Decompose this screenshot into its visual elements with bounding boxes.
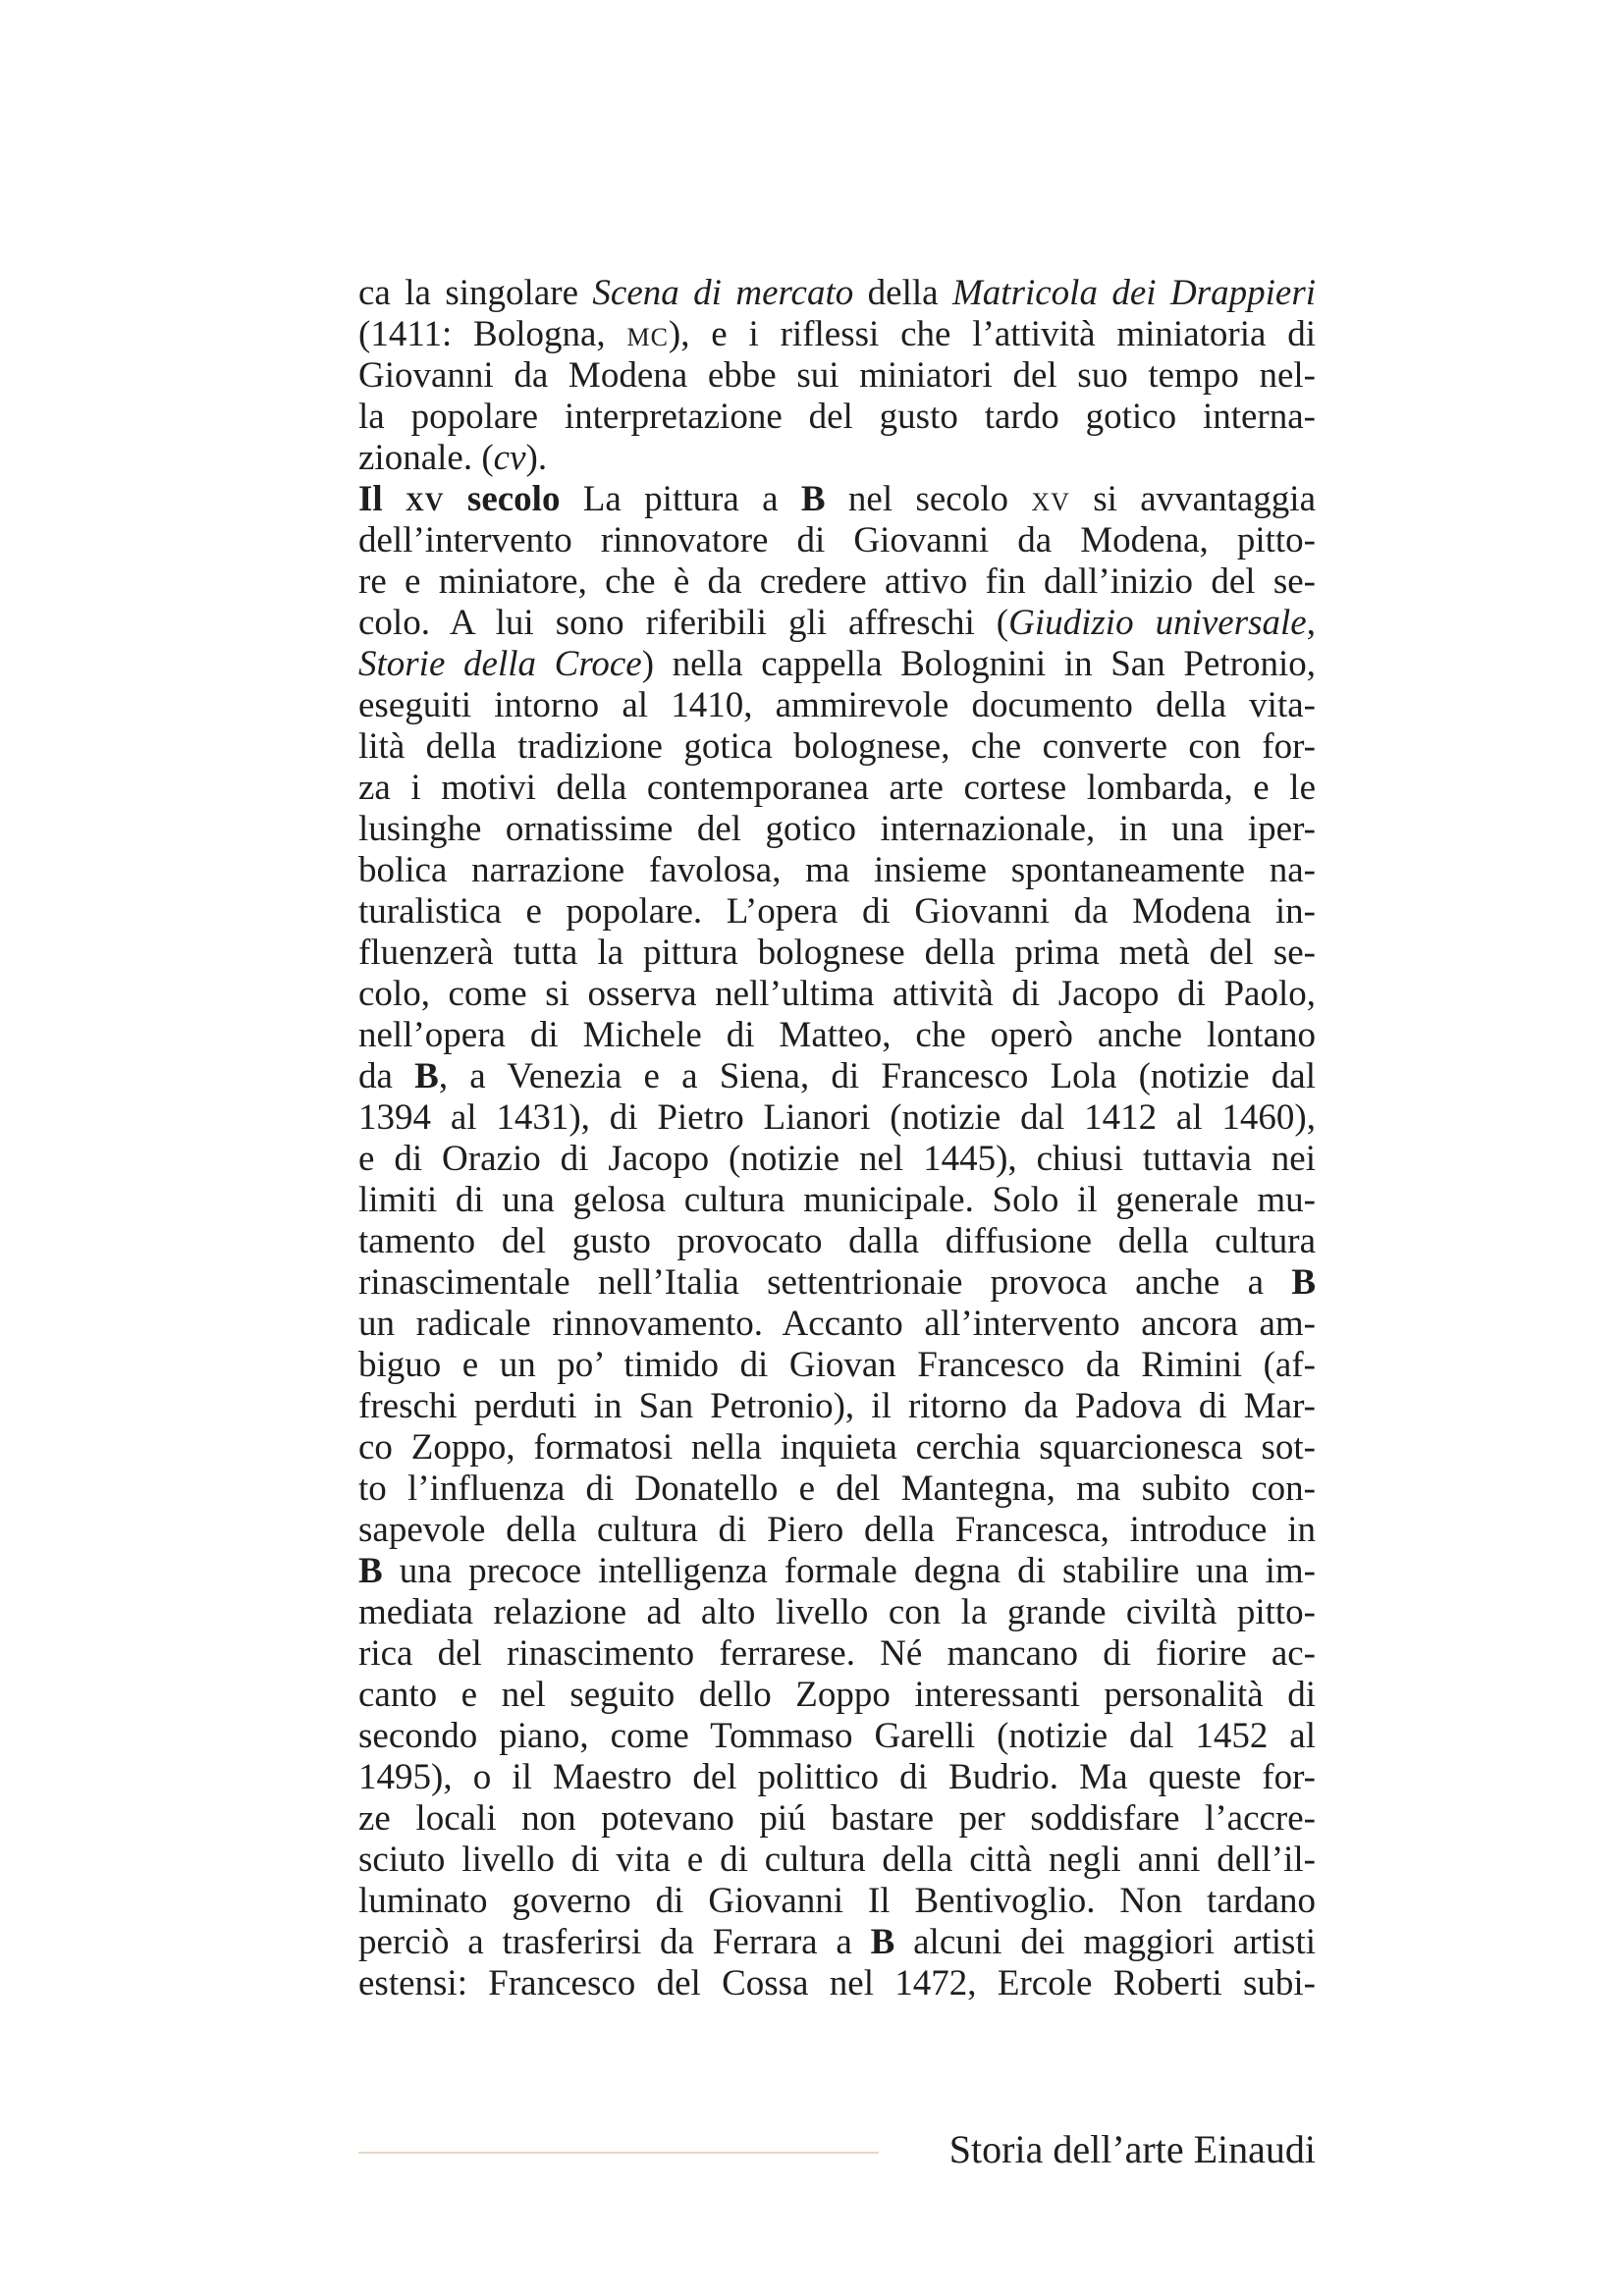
text-line-38: ze locali non potevano piú bastare per soddisfare l’accre- bbox=[358, 1798, 1316, 1839]
text-line-18: colo, come si osserva nell’ultima attività di Jacopo di Paolo, bbox=[358, 974, 1316, 1014]
text-line-2 bbox=[358, 314, 1316, 355]
text-run: zionale. ( bbox=[358, 438, 494, 478]
abbreviation-mc: mc bbox=[626, 314, 669, 354]
text-run: La pittura a bbox=[560, 479, 801, 519]
text-line-12: lità della tradizione gotica bolognese, che converte con for- bbox=[358, 726, 1316, 767]
text-line-14: lusinghe ornatissime del gotico internazionale, in una iper- bbox=[358, 809, 1316, 849]
text-line-29: co Zoppo, formatosi nella inquieta cerchia squarcionesca sot- bbox=[358, 1427, 1316, 1468]
text-run: perciò a trasferirsi da Ferrara a bbox=[358, 1922, 871, 1962]
text-line-23: limiti di una gelosa cultura municipale. Solo il generale mu- bbox=[358, 1180, 1316, 1220]
city-abbreviation: B bbox=[414, 1056, 439, 1096]
text-line-11: eseguiti intorno al 1410, ammirevole documento della vita- bbox=[358, 685, 1316, 725]
text-line-8: re e miniatore, che è da credere attivo fin dall’inizio del se- bbox=[358, 561, 1316, 602]
text-line-31: sapevole della cultura di Piero della Francesca, introduce in bbox=[358, 1510, 1316, 1550]
text-run: una precoce intelligenza formale degna di stabilire una im- bbox=[382, 1551, 1316, 1591]
text-run: , a Venezia e a Siena, di Francesco Lola (notizie dal bbox=[438, 1056, 1316, 1096]
heading-run: Il bbox=[358, 479, 406, 519]
footer-title: Storia dell’arte Einaudi bbox=[948, 2127, 1316, 2171]
footer-divider bbox=[358, 2152, 879, 2154]
text-line-16: turalistica e popolare. L’opera di Giovanni da Modena in- bbox=[358, 891, 1316, 932]
heading-roman-numeral: xv bbox=[406, 479, 445, 519]
text-line-19: nell’opera di Michele di Matteo, che operò anche lontano bbox=[358, 1015, 1316, 1055]
text-line-5 bbox=[358, 438, 1316, 479]
text-line-6 bbox=[358, 479, 1316, 520]
italic-title-storie: Storie della Croce bbox=[358, 644, 642, 684]
text-line-25 bbox=[358, 1262, 1316, 1304]
text-run: rinascimentale nell’Italia settentrionaie provoca anche a bbox=[358, 1262, 1292, 1303]
roman-numeral: xv bbox=[1031, 479, 1070, 519]
text-run: ca la singolare bbox=[358, 273, 593, 313]
text-line-37: 1495), o il Maestro del polittico di Budrio. Ma queste for- bbox=[358, 1757, 1316, 1797]
italic-title-scena-di-mercato: Scena di mercato bbox=[592, 273, 854, 313]
text-line-34: rica del rinascimento ferrarese. Né mancano di fiorire ac- bbox=[358, 1633, 1316, 1674]
body-text bbox=[358, 273, 1316, 2004]
text-line-1 bbox=[358, 273, 1316, 314]
text-run: ), e i riflessi che l’attività miniatoria di bbox=[668, 314, 1316, 354]
text-line-15: bolica narrazione favolosa, ma insieme spontaneamente na- bbox=[358, 850, 1316, 890]
section-heading bbox=[358, 479, 560, 519]
text-line-24: tamento del gusto provocato dalla diffusione della cultura bbox=[358, 1221, 1316, 1261]
text-line-28: freschi perduti in San Petronio), il ritorno da Padova di Mar- bbox=[358, 1386, 1316, 1426]
text-line-4: la popolare interpretazione del gusto tardo gotico interna- bbox=[358, 397, 1316, 437]
city-abbreviation: B bbox=[358, 1551, 383, 1591]
text-line-22: e di Orazio di Jacopo (notizie nel 1445), chiusi tuttavia nei bbox=[358, 1139, 1316, 1179]
text-line-21: 1394 al 1431), di Pietro Lianori (notizie dal 1412 al 1460), bbox=[358, 1097, 1316, 1138]
text-line-35: canto e nel seguito dello Zoppo interessanti personalità di bbox=[358, 1675, 1316, 1715]
text-line-17: fluenzerà tutta la pittura bolognese della prima metà del se- bbox=[358, 933, 1316, 973]
text-run: alcuni dei maggiori artisti bbox=[894, 1922, 1317, 1962]
text-line-36: secondo piano, come Tommaso Garelli (notizie dal 1452 al bbox=[358, 1716, 1316, 1756]
text-line-33: mediata relazione ad alto livello con la grande civiltà pitto- bbox=[358, 1592, 1316, 1632]
text-run: colo. A lui sono riferibili gli affreschi ( bbox=[358, 603, 1009, 643]
text-line-26: un radicale rinnovamento. Accanto all’intervento ancora am- bbox=[358, 1304, 1316, 1344]
city-abbreviation: B bbox=[1291, 1262, 1316, 1303]
author-initials: cv bbox=[493, 438, 526, 478]
italic-title-matricola: Matricola dei Drappieri bbox=[951, 273, 1316, 313]
text-run: , bbox=[1306, 603, 1316, 643]
city-abbreviation: B bbox=[800, 479, 826, 519]
text-line-20 bbox=[358, 1056, 1316, 1097]
text-run: si avvantaggia bbox=[1069, 479, 1317, 519]
text-line-3: Giovanni da Modena ebbe sui miniatori del suo tempo nel- bbox=[358, 355, 1316, 396]
text-line-42: estensi: Francesco del Cossa nel 1472, Ercole Roberti subi- bbox=[358, 1963, 1316, 2003]
text-line-30: to l’influenza di Donatello e del Mantegna, ma subito con- bbox=[358, 1468, 1316, 1509]
text-line-41 bbox=[358, 1922, 1316, 1963]
text-line-32 bbox=[358, 1551, 1316, 1592]
text-line-27: biguo e un po’ timido di Giovan Francesco da Rimini (af- bbox=[358, 1345, 1316, 1385]
text-run: ). bbox=[525, 438, 548, 478]
text-line-10 bbox=[358, 644, 1316, 685]
city-abbreviation: B bbox=[870, 1922, 895, 1962]
heading-run: secolo bbox=[444, 479, 561, 519]
text-line-40: luminato governo di Giovanni Il Bentivoglio. Non tardano bbox=[358, 1881, 1316, 1921]
text-run: nel secolo bbox=[825, 479, 1032, 519]
italic-title-giudizio: Giudizio universale bbox=[1008, 603, 1307, 643]
text-run: ) nella cappella Bolognini in San Petronio, bbox=[641, 644, 1317, 684]
text-line-9 bbox=[358, 603, 1316, 644]
text-line-39: sciuto livello di vita e di cultura della città negli anni dell’il- bbox=[358, 1840, 1316, 1880]
text-line-7: dell’intervento rinnovatore di Giovanni da Modena, pitto- bbox=[358, 520, 1316, 561]
text-run: da bbox=[358, 1056, 415, 1096]
text-run: della bbox=[853, 273, 952, 313]
text-run: (1411: Bologna, bbox=[358, 314, 627, 354]
text-line-13: za i motivi della contemporanea arte cortese lombarda, e le bbox=[358, 768, 1316, 808]
